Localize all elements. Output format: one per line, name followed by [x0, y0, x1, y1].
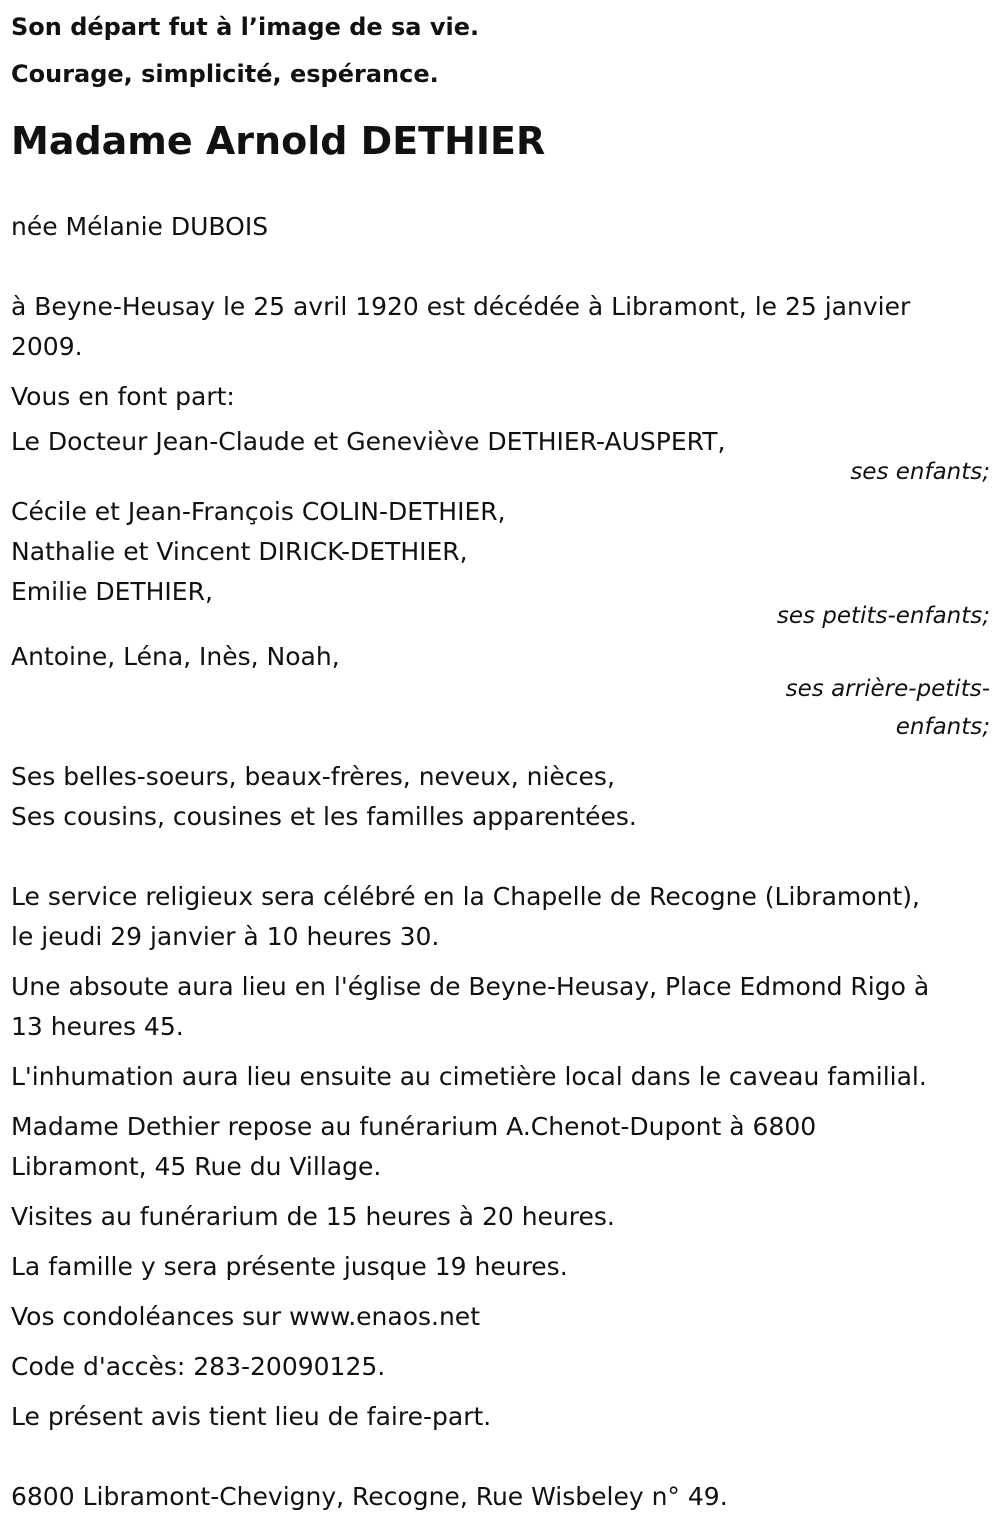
burial: L'inhumation aura lieu ensuite au cimetière local dans le caveau familial. — [11, 1062, 927, 1091]
service-block — [11, 877, 991, 957]
relatives-block — [11, 757, 991, 837]
funeral-home-line: Madame Dethier repose au funérarium A.Chenot-Dupont à 6800 — [11, 1112, 817, 1141]
relatives-line: Ses belles-soeurs, beaux-frères, neveux, nièces, — [11, 762, 615, 791]
motto-line-2: Courage, simplicité, espérance. — [11, 60, 439, 88]
deceased-name: Madame Arnold DETHIER — [11, 119, 546, 163]
grandchild-line: Emilie DETHIER, — [11, 577, 213, 606]
access-code: Code d'accès: 283-20090125. — [11, 1352, 386, 1381]
birth-death-line-2: 2009. — [11, 332, 83, 361]
great-grandchild-line: Antoine, Léna, Inès, Noah, — [11, 642, 340, 671]
grandchildren-block — [11, 492, 991, 628]
birth-death-line-1: à Beyne-Heusay le 25 avril 1920 est décédée à Libramont, le 25 janvier — [11, 292, 911, 321]
great-grandchildren-role-line-2: enfants; — [895, 714, 990, 740]
great-grandchildren-block — [11, 642, 991, 747]
children-line: Le Docteur Jean-Claude et Geneviève DETHIER-AUSPERT, — [11, 427, 726, 456]
funeral-home-block — [11, 1107, 991, 1187]
relatives-line: Ses cousins, cousines et les familles apparentées. — [11, 802, 637, 831]
grandchildren-role: ses petits-enfants; — [776, 603, 990, 629]
announce: Vous en font part: — [11, 382, 235, 411]
children-block — [11, 427, 991, 487]
condolences: Vos condoléances sur www.enaos.net — [11, 1302, 480, 1331]
absoute-line: 13 heures 45. — [11, 1012, 184, 1041]
absoute-line: Une absoute aura lieu en l'église de Beyne-Heusay, Place Edmond Rigo à — [11, 972, 930, 1001]
address: 6800 Libramont-Chevigny, Recogne, Rue Wisbeley n° 49. — [11, 1482, 728, 1511]
service-line: Le service religieux sera célébré en la Chapelle de Recogne (Libramont), — [11, 882, 920, 911]
absoute-block — [11, 967, 991, 1047]
grandchild-line: Nathalie et Vincent DIRICK-DETHIER, — [11, 537, 468, 566]
maiden-name: née Mélanie DUBOIS — [11, 212, 269, 241]
notice: Le présent avis tient lieu de faire-part. — [11, 1402, 492, 1431]
obituary-notice — [11, 0, 991, 1517]
funeral-home-line: Libramont, 45 Rue du Village. — [11, 1152, 382, 1181]
great-grandchildren-role-line-1: ses arrière-petits- — [785, 676, 990, 702]
service-line: le jeudi 29 janvier à 10 heures 30. — [11, 922, 440, 951]
grandchild-line: Cécile et Jean-François COLIN-DETHIER, — [11, 497, 506, 526]
family-presence: La famille y sera présente jusque 19 heures. — [11, 1252, 568, 1281]
visits: Visites au funérarium de 15 heures à 20 heures. — [11, 1202, 615, 1231]
motto-line-1: Son départ fut à l’image de sa vie. — [11, 13, 480, 41]
children-role: ses enfants; — [850, 459, 990, 485]
